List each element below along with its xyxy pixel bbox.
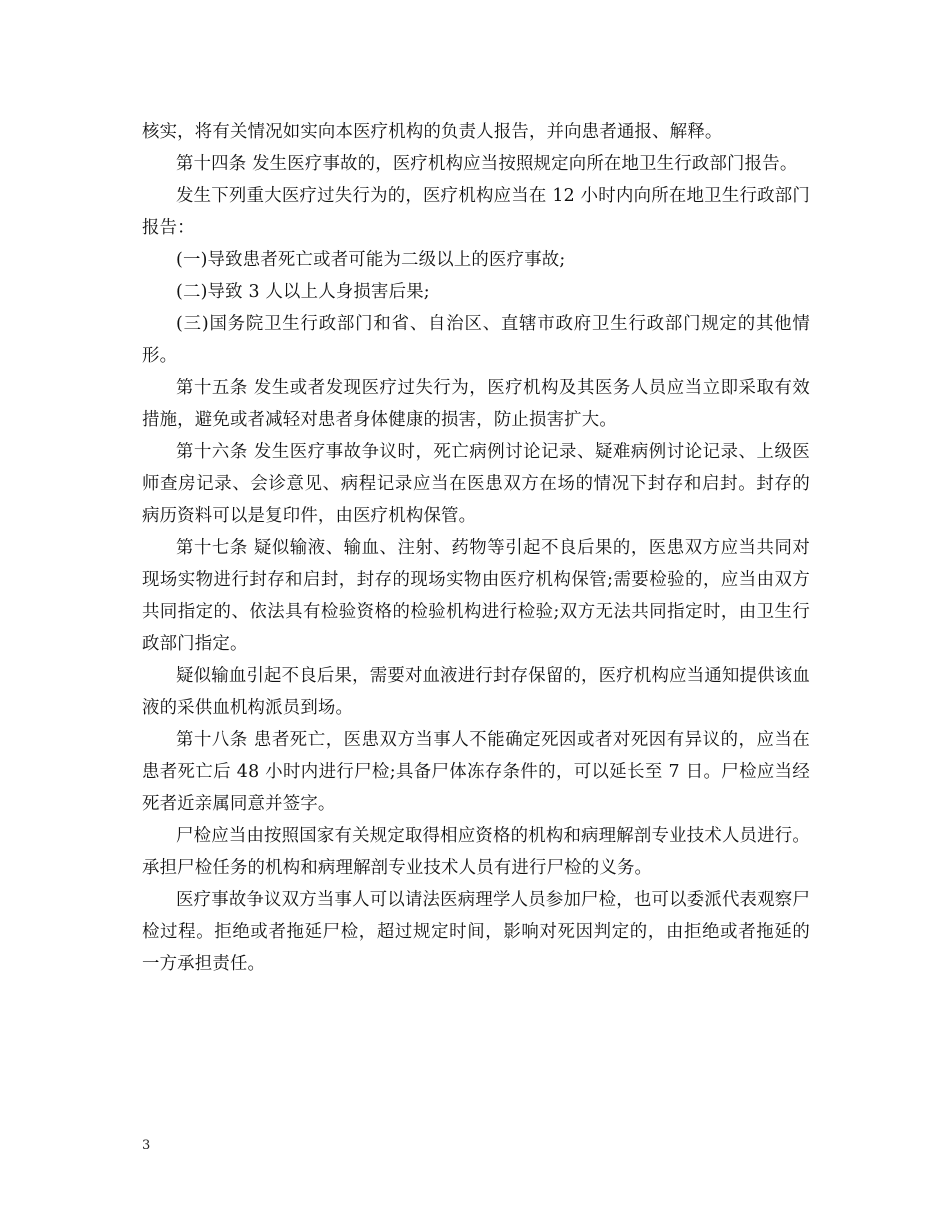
list-item-3: (三)国务院卫生行政部门和省、自治区、直辖市政府卫生行政部门规定的其他情形。 [142,314,810,366]
paragraph-major-fault-report: 发生下列重大医疗过失行为的，医疗机构应当在 12 小时内向所在地卫生行政部门报告： [142,186,810,238]
paragraph-article-16: 第十六条 发生医疗事故争议时，死亡病例讨论记录、疑难病例讨论记录、上级医师查房记录、会诊意见、病程记录应当在医患双方在场的情况下封存和启封。封存的病历资料可以是复印件，由医疗机构保管。 [142,442,810,526]
paragraph-0: 核实，将有关情况如实向本医疗机构的负责人报告，并向患者通报、解释。 [142,122,723,142]
page-number: 3 [142,1138,151,1153]
document-body [142,116,810,980]
paragraph-autopsy-qualification: 尸检应当由按照国家有关规定取得相应资格的机构和病理解剖专业技术人员进行。承担尸检任务的机构和病理解剖专业技术人员有进行尸检的义务。 [142,826,810,878]
list-item-1: (一)导致患者死亡或者可能为二级以上的医疗事故; [176,250,566,270]
paragraph-article-18: 第十八条 患者死亡，医患双方当事人不能确定死因或者对死因有异议的，应当在患者死亡后 48 小时内进行尸检;具备尸体冻存条件的，可以延长至 7 日。尸检应当经死者近亲属同意并签字。 [142,730,810,814]
list-item-2: (二)导致 3 人以上人身损害后果; [176,282,430,302]
paragraph-article-15: 第十五条 发生或者发现医疗过失行为，医疗机构及其医务人员应当立即采取有效措施，避免或者减轻对患者身体健康的损害，防止损害扩大。 [142,378,810,430]
paragraph-blood-sealing: 疑似输血引起不良后果，需要对血液进行封存保留的，医疗机构应当通知提供该血液的采供血机构派员到场。 [142,666,810,718]
paragraph-autopsy-participation: 医疗事故争议双方当事人可以请法医病理学人员参加尸检，也可以委派代表观察尸检过程。拒绝或者拖延尸检，超过规定时间，影响对死因判定的，由拒绝或者拖延的一方承担责任。 [142,890,810,974]
paragraph-article-14: 第十四条 发生医疗事故的，医疗机构应当按照规定向所在地卫生行政部门报告。 [176,154,798,174]
paragraph-article-17: 第十七条 疑似输液、输血、注射、药物等引起不良后果的，医患双方应当共同对现场实物进行封存和启封，封存的现场实物由医疗机构保管;需要检验的，应当由双方共同指定的、依法具有检验资格的检验机构进行检验;双方无法共同指定时，由卫生行政部门指定。 [142,538,810,654]
